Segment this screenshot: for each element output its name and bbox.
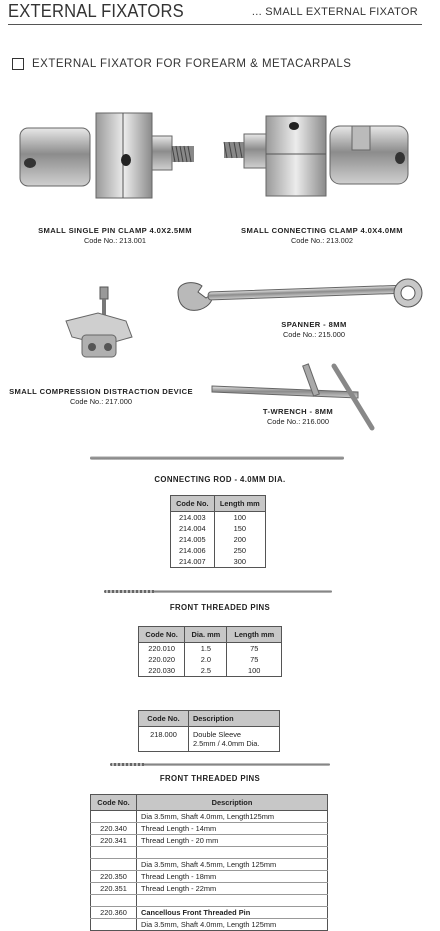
table-cell: 75 xyxy=(227,643,282,655)
table-cell: 220.010 xyxy=(139,643,185,655)
table-cell: 214.005 xyxy=(171,534,215,545)
table-cell: 220.351 xyxy=(91,883,137,895)
table-row xyxy=(91,895,328,907)
table-cell: 220.020 xyxy=(139,654,185,665)
table-header: Code No. xyxy=(91,795,137,811)
table-row xyxy=(91,859,328,871)
table-header: Length mm xyxy=(227,627,282,643)
table-header: Length mm xyxy=(214,496,265,512)
connecting-rod-title: CONNECTING ROD - 4.0MM DIA. xyxy=(154,475,286,484)
table-cell: 214.004 xyxy=(171,523,215,534)
product-caption-t-wrench xyxy=(244,407,352,426)
table-cell xyxy=(137,847,328,859)
connecting-rod-table xyxy=(170,495,266,568)
table-row xyxy=(139,727,280,752)
table-cell: 2.5 xyxy=(185,665,227,677)
table-cell: 100 xyxy=(227,665,282,677)
section-heading xyxy=(12,58,351,70)
connecting-clamp-image xyxy=(222,112,422,200)
table-cell: 220.360 xyxy=(91,907,137,919)
product-code: Code No.: 216.000 xyxy=(266,417,330,426)
table-cell xyxy=(91,895,137,907)
table-cell: 250 xyxy=(214,545,265,556)
table-cell: Thread Length - 14mm xyxy=(137,823,328,835)
product-caption-spanner xyxy=(258,320,370,339)
table-cell: 2.0 xyxy=(185,654,227,665)
table-cell: 1.5 xyxy=(185,643,227,655)
sleeve-description-line: 2.5mm / 4.0mm Dia. xyxy=(192,739,260,748)
table-cell xyxy=(91,847,137,859)
table-cell: 75 xyxy=(227,654,282,665)
table-cell: Dia 3.5mm, Shaft 4.0mm, Length 125mm xyxy=(137,919,328,931)
page-header xyxy=(0,0,440,26)
product-name: SPANNER - 8MM xyxy=(281,320,347,329)
table-row xyxy=(171,545,266,556)
table-cell: Dia 3.5mm, Shaft 4.5mm, Length 125mm xyxy=(137,859,328,871)
sleeve-table xyxy=(138,710,280,752)
section-checkbox-icon xyxy=(12,58,24,70)
table-row xyxy=(139,654,282,665)
table-cell: 218.000 xyxy=(139,727,189,752)
table-cell: 214.003 xyxy=(171,512,215,524)
table-cell xyxy=(91,919,137,931)
table-cell: 300 xyxy=(214,556,265,568)
cancellous-pin-image xyxy=(110,763,330,766)
table-cell: 220.030 xyxy=(139,665,185,677)
table-row xyxy=(171,556,266,568)
table-row xyxy=(171,512,266,524)
product-caption-compression-device xyxy=(6,387,196,406)
table-row xyxy=(171,534,266,545)
table-cell: Dia 3.5mm, Shaft 4.0mm, Length125mm xyxy=(137,811,328,823)
table-cell: 220.350 xyxy=(91,871,137,883)
table-header: Code No. xyxy=(139,711,189,727)
table-cell: 220.340 xyxy=(91,823,137,835)
table-row xyxy=(139,643,282,655)
table-row xyxy=(91,847,328,859)
table-row xyxy=(91,907,328,919)
table-cell: Thread Length - 20 mm xyxy=(137,835,328,847)
table-row xyxy=(171,523,266,534)
table-cell: 100 xyxy=(214,512,265,524)
product-code: Code No.: 215.000 xyxy=(282,330,346,339)
table-cell: Thread Length - 18mm xyxy=(137,871,328,883)
table-cell xyxy=(188,727,279,752)
table-cell xyxy=(91,859,137,871)
connecting-rod-image xyxy=(90,456,344,460)
table-row xyxy=(91,883,328,895)
front-pins-2-table xyxy=(90,794,328,931)
table-row xyxy=(91,823,328,835)
product-code: Code No.: 213.001 xyxy=(83,236,147,245)
table-cell: 214.006 xyxy=(171,545,215,556)
product-code: Code No.: 217.000 xyxy=(69,397,133,406)
front-pins-title: FRONT THREADED PINS xyxy=(169,603,271,612)
compression-distraction-device-image xyxy=(62,285,142,365)
front-threaded-pin-image xyxy=(104,590,332,593)
spanner-image xyxy=(172,278,430,318)
product-name: T-WRENCH - 8MM xyxy=(262,407,334,416)
front-pins-table xyxy=(138,626,282,677)
table-header: Code No. xyxy=(139,627,185,643)
sleeve-description-line: Double Sleeve xyxy=(192,730,242,739)
table-cell: Cancellous Front Threaded Pin xyxy=(137,907,328,919)
front-pins-2-title: FRONT THREADED PINS xyxy=(159,774,261,783)
header-rule xyxy=(8,24,422,25)
single-pin-clamp-image xyxy=(18,108,208,203)
table-header: Code No. xyxy=(171,496,215,512)
table-cell xyxy=(137,895,328,907)
table-cell: 200 xyxy=(214,534,265,545)
product-caption-connecting-clamp xyxy=(222,226,422,245)
section-label: EXTERNAL FIXATOR FOR FOREARM & METACARPALS xyxy=(32,58,352,70)
table-row xyxy=(91,919,328,931)
product-name: SMALL COMPRESSION DISTRACTION DEVICE xyxy=(9,387,193,396)
table-row xyxy=(91,835,328,847)
table-header: Description xyxy=(188,711,279,727)
product-name: SMALL CONNECTING CLAMP 4.0X4.0MM xyxy=(241,226,403,235)
table-cell: 220.341 xyxy=(91,835,137,847)
table-header: Dia. mm xyxy=(185,627,227,643)
product-code: Code No.: 213.002 xyxy=(290,236,354,245)
page-subtitle: ... SMALL EXTERNAL FIXATOR xyxy=(251,6,418,18)
table-row xyxy=(139,665,282,677)
table-row xyxy=(91,811,328,823)
product-caption-single-pin-clamp xyxy=(20,226,210,245)
table-cell: 214.007 xyxy=(171,556,215,568)
page-title: EXTERNAL FIXATORS xyxy=(8,1,184,21)
product-name: SMALL SINGLE PIN CLAMP 4.0X2.5MM xyxy=(38,226,192,235)
table-cell xyxy=(91,811,137,823)
table-cell: Thread Length - 22mm xyxy=(137,883,328,895)
table-cell: 150 xyxy=(214,523,265,534)
table-header: Description xyxy=(137,795,328,811)
table-row xyxy=(91,871,328,883)
